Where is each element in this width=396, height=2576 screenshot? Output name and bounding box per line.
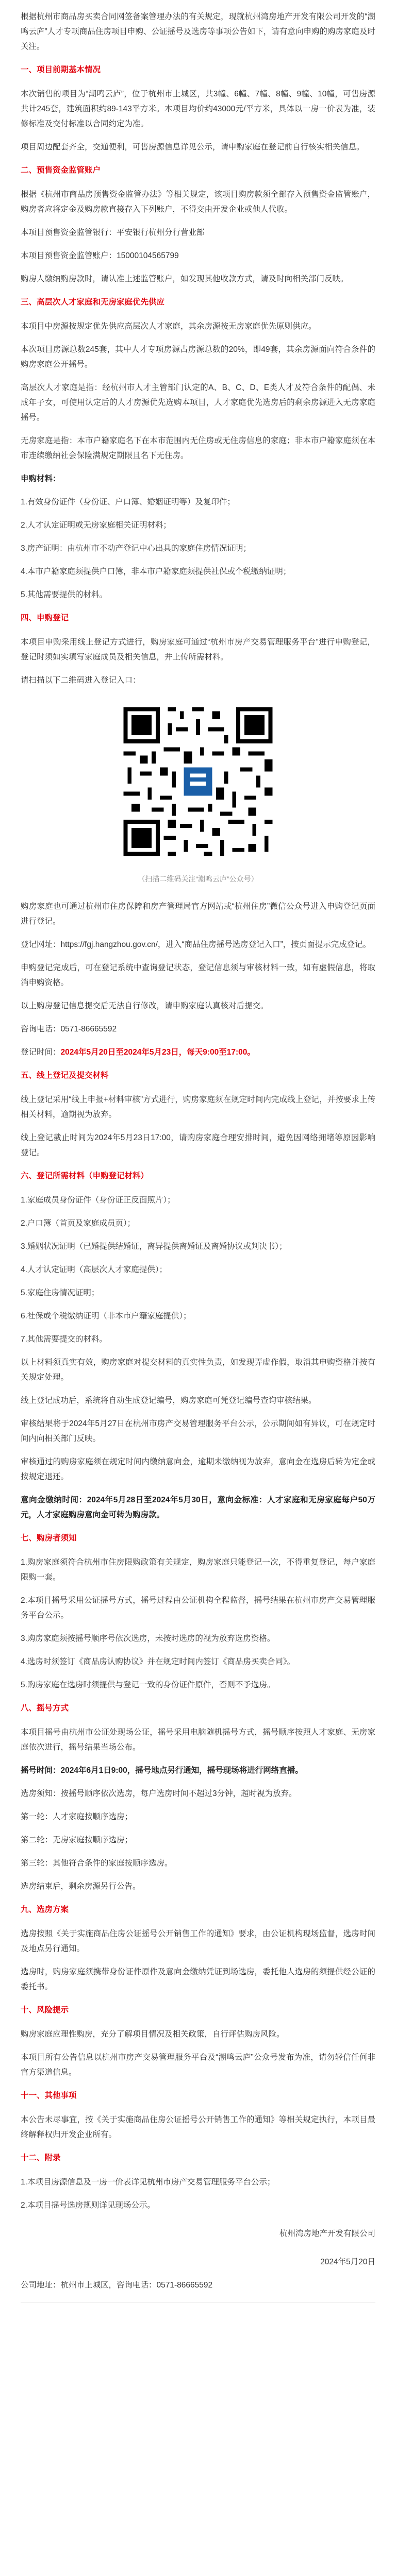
section-paragraph: 本公告未尽事宜，按《关于实施商品住房公证摇号公开销售工作的通知》等相关规定执行，本项目最终解释权归开发企业所有。 <box>21 2115 375 2139</box>
section-paragraph: 本项目中房源按规定优先供应高层次人才家庭，其余房源按无房家庭优先原则供应。 <box>21 322 317 331</box>
registration-time-label: 登记时间： <box>21 1048 61 1057</box>
footer-contact: 公司地址：杭州市上城区，咨询电话：0571-86665592 <box>21 2281 213 2290</box>
section-paragraph: 购房人缴纳购房款时，请认准上述监管账户，如发现其他收款方式，请及时向相关部门反映。 <box>21 275 349 283</box>
qr-code-icon[interactable] <box>116 699 280 864</box>
section-paragraph: 审核通过的购房家庭须在规定时间内缴纳意向金，逾期未缴纳视为放弃，意向金在选房后转为定金或按规定退还。 <box>21 1458 375 1481</box>
section-paragraph: 第二轮：无房家庭按顺序选房； <box>21 1836 133 1844</box>
section-paragraph: 项目周边配套齐全，交通便利，可售房源信息详见公示，请申购家庭在登记前自行核实相关信息。 <box>21 143 365 151</box>
list-item: 1.家庭成员身份证件（身份证正反面照片）； <box>21 1196 175 1205</box>
section-heading-1: 一、项目前期基本情况 <box>21 65 101 74</box>
materials-item: 4.本市户籍家庭须提供户口簿，非本市户籍家庭须提供社保或个税缴纳证明； <box>21 567 291 576</box>
section-paragraph: 5.购房家庭在选房时须提供与登记一致的身份证件原件，否则不予选房。 <box>21 1681 275 1689</box>
section-paragraph: 第一轮：人才家庭按顺序选房； <box>21 1812 133 1821</box>
hotline-text: 咨询电话：0571-86665592 <box>21 1025 117 1033</box>
section-paragraph: 4.选房时须签订《商品房认购协议》并在规定时间内签订《商品房买卖合同》。 <box>21 1657 295 1666</box>
section-paragraph: 选房结束后，剩余房源另行公告。 <box>21 1882 141 1891</box>
section-paragraph: 审核结果将于2024年5月27日在杭州市房产交易管理服务平台公示，公示期间如有异议，可在规定时间内向相关部门反映。 <box>21 1419 375 1443</box>
lottery-time: 摇号时间：2024年6月1日9:00，摇号地点另行通知，摇号现场将进行网络直播。 <box>21 1766 303 1775</box>
section-paragraph: 选房须知：按摇号顺序依次选房，每户选房时间不超过3分钟，超时视为放弃。 <box>21 1789 297 1798</box>
section-paragraph: 1.本项目房源信息及一房一价表详见杭州市房产交易管理服务平台公示； <box>21 2178 275 2187</box>
section-heading-4: 四、申购登记 <box>21 614 69 622</box>
list-item: 6.社保或个税缴纳证明（非本市户籍家庭提供）； <box>21 1312 191 1320</box>
registration-time <box>21 1045 375 1060</box>
section-paragraph: 登记网址：https://fgj.hangzhou.gov.cn/，进入“商品住房摇号选房登记入口”，按页面提示完成登记。 <box>21 940 371 949</box>
materials-item: 1.有效身份证件（身份证、户口簿、婚姻证明等）及复印件； <box>21 498 235 506</box>
section-paragraph: 本次销售的项目为“潮鸣云庐”，位于杭州市上城区，共3幢、6幢、7幢、8幢、9幢、10幢，可售房源共计245套，建筑面积约89-143平方米。本项目均价约43000元/平方米，具体以一房一价表为准，装修标准及交付标准以合同约定为准。 <box>21 90 375 128</box>
section-paragraph: 请扫描以下二维码进入登记入口： <box>21 676 141 685</box>
list-item: 5.家庭住房情况证明； <box>21 1289 100 1297</box>
section-paragraph: 根据《杭州市商品房预售资金监管办法》等相关规定，该项目购房款须全部存入预售资金监管账户，购房者应将定金及购房款直接存入下列账户，不得交由开发企业或他人代收。 <box>21 190 375 214</box>
materials-item: 2.人才认定证明或无房家庭相关证明材料； <box>21 521 171 530</box>
section-heading-8: 八、摇号方式 <box>21 1704 69 1713</box>
list-item: 3.婚姻状况证明（已婚提供结婚证，离异提供离婚证及离婚协议或判决书）； <box>21 1242 287 1251</box>
registration-time-value: 2024年5月20日至2024年5月23日，每天9:00至17:00。 <box>60 1048 255 1057</box>
section-paragraph: 购房家庭也可通过杭州市住房保障和房产管理局官方网站或“杭州住房”微信公众号进入申购登记页面进行登记。 <box>21 902 375 926</box>
section-paragraph: 第三轮：其他符合条件的家庭按顺序选房。 <box>21 1859 173 1868</box>
intro-paragraph: 根据杭州市商品房买卖合同网签备案管理办法的有关规定，现就杭州湾房地产开发有限公司开发的“潮鸣云庐”人才专项商品住房项目申购、公证摇号及选房等事项公告如下，请有意向申购的购房家庭及时关注。 <box>21 12 375 51</box>
section-paragraph: 2.本项目摇号选房规则详见现场公示。 <box>21 2201 155 2210</box>
section-heading-12: 十二、附录 <box>21 2154 61 2162</box>
qr-code-block <box>21 699 375 867</box>
section-heading-2: 二、预售资金监管账户 <box>21 166 101 175</box>
section-paragraph: 本项目所有公告信息以杭州市房产交易管理服务平台及“潮鸣云庐”公众号发布为准，请勿轻信任何非官方渠道信息。 <box>21 2053 375 2077</box>
section-paragraph: 2.本项目摇号采用公证摇号方式，摇号过程由公证机构全程监督，摇号结果在杭州市房产交易管理服务平台公示。 <box>21 1596 375 1620</box>
footer-company: 杭州湾房地产开发有限公司 <box>279 2229 375 2238</box>
section-paragraph: 线上登记截止时间为2024年5月23日17:00，请购房家庭合理安排时间，避免因网络拥堵等原因影响登记。 <box>21 1133 375 1157</box>
section-paragraph: 本项目申购采用线上登记方式进行，购房家庭可通过“杭州市房产交易管理服务平台”进行申购登记，登记时须如实填写家庭成员及相关信息，并上传所需材料。 <box>21 638 375 662</box>
section-paragraph: 选房时，购房家庭须携带身份证件原件及意向金缴纳凭证到场选房，委托他人选房的须提供经公证的委托书。 <box>21 1968 375 1991</box>
qr-caption: （扫描二维码关注“潮鸣云庐”公众号） <box>138 875 258 883</box>
section-paragraph: 本项目预售资金监管银行：平安银行杭州分行营业部 <box>21 228 205 237</box>
section-heading-5: 五、线上登记及提交材料 <box>21 1071 109 1080</box>
list-item: 7.其他需要提交的材料。 <box>21 1335 107 1344</box>
section-heading-7: 七、购房者须知 <box>21 1534 77 1543</box>
section-paragraph: 3.购房家庭须按摇号顺序号依次选房，未按时选房的视为放弃选房资格。 <box>21 1634 275 1643</box>
materials-item: 5.其他需要提供的材料。 <box>21 590 107 599</box>
section-paragraph: 购房家庭应理性购房，充分了解项目情况及相关政策，自行评估购房风险。 <box>21 2030 285 2039</box>
section-heading-6: 六、登记所需材料（申购登记材料） <box>21 1172 149 1180</box>
section-heading-3: 三、高层次人才家庭和无房家庭优先供应 <box>21 298 165 307</box>
section-paragraph: 以上材料须真实有效，购房家庭对提交材料的真实性负责，如发现弄虚作假，取消其申购资格并按有关规定处理。 <box>21 1358 375 1382</box>
deposit-paragraph: 意向金缴纳时间：2024年5月28日至2024年5月30日，意向金标准：人才家庭和无房家庭每户50万元，人才家庭购房意向金可转为购房款。 <box>21 1496 375 1519</box>
section-paragraph: 无房家庭是指：本市户籍家庭名下在本市范围内无住房或无住房信息的家庭；非本市户籍家庭须在本市连续缴纳社会保险满规定期限且名下无住房。 <box>21 436 375 460</box>
section-paragraph: 本次项目房源总数245套，其中人才专项房源占房源总数的20%，即49套，其余房源面向符合条件的购房家庭公开摇号。 <box>21 345 375 369</box>
section-paragraph: 高层次人才家庭是指：经杭州市人才主管部门认定的A、B、C、D、E类人才及符合条件的配偶、未成年子女，可使用认定后的人才房源优先选购本项目，人才家庭优先选房后的剩余房源进入无房家庭摇号。 <box>21 383 375 422</box>
materials-heading: 申购材料： <box>21 474 61 483</box>
materials-item: 3.房产证明：由杭州市不动产登记中心出具的家庭住房情况证明； <box>21 544 251 553</box>
list-item: 2.户口簿（首页及家庭成员页）； <box>21 1219 136 1228</box>
section-paragraph: 申购登记完成后，可在登记系统中查询登记状态，登记信息须与审核材料一致，如有虚假信息，将取消申购资格。 <box>21 963 375 987</box>
announcement-page <box>21 0 375 2308</box>
footer-date: 2024年5月20日 <box>320 2258 375 2266</box>
list-item: 4.人才认定证明（高层次人才家庭提供）； <box>21 1265 168 1274</box>
section-heading-10: 十、风险提示 <box>21 2006 69 2014</box>
section-paragraph: 线上登记采用“线上申报+材料审核”方式进行，购房家庭须在规定时间内完成线上登记，并按要求上传相关材料，逾期视为放弃。 <box>21 1095 375 1119</box>
section-paragraph: 选房按照《关于实施商品住房公证摇号公开销售工作的通知》要求，由公证机构现场监督，选房时间及地点另行通知。 <box>21 1929 375 1953</box>
section-paragraph: 1.购房家庭须符合杭州市住房限购政策有关规定，购房家庭只能登记一次，不得重复登记，每户家庭限购一套。 <box>21 1558 375 1582</box>
section-paragraph: 本项目摇号由杭州市公证处现场公证，摇号采用电脑随机摇号方式，摇号顺序按照人才家庭、无房家庭依次进行，摇号结果当场公布。 <box>21 1728 375 1752</box>
section-heading-9: 九、选房方案 <box>21 1905 69 1914</box>
section-heading-11: 十一、其他事项 <box>21 2091 77 2100</box>
section-paragraph: 以上购房登记信息提交后无法自行修改，请申购家庭认真核对后提交。 <box>21 1002 269 1010</box>
section-paragraph: 线上登记成功后，系统将自动生成登记编号，购房家庭可凭登记编号查询审核结果。 <box>21 1396 317 1405</box>
section-paragraph: 本项目预售资金监管账户：15000104565799 <box>21 251 179 260</box>
